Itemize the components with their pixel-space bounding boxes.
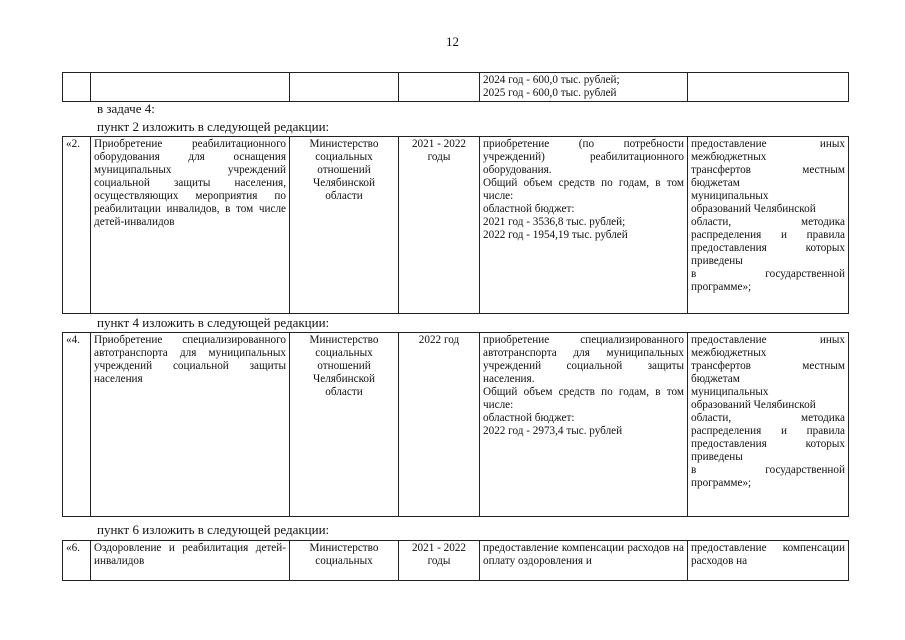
cell-mechanism (688, 137, 849, 314)
cell-description: предоставление компенсации расходов на оплату оздоровления и (480, 541, 688, 581)
budget-label: областной бюджет: (483, 412, 575, 424)
table-row (63, 541, 849, 581)
heading-point-2: пункт 2 изложить в следующей редакции: (97, 119, 330, 134)
budget-label: областной бюджет: (483, 203, 575, 215)
mechanism-line: области, методика (691, 412, 845, 424)
mechanism-line: муниципальных (691, 386, 769, 398)
funds-line: 2022 год - 2973,4 тыс. рублей (483, 425, 623, 437)
cell-num: «6. (63, 541, 91, 581)
cell-num (63, 73, 91, 102)
page-number: 12 (446, 34, 459, 49)
heading-point-6: пункт 6 изложить в следующей редакции: (97, 522, 330, 537)
description-text: приобретение (по потребности учреждений) реабилитационного оборудования. (483, 138, 684, 176)
mechanism-line: предоставление иных (691, 138, 845, 150)
cell-name: Оздоровление и реабилитация детей-инвалидов (91, 541, 290, 581)
mechanism-line: образований Челябинской (691, 399, 816, 411)
executor-line: области (325, 190, 363, 202)
table-point-2 (62, 136, 849, 314)
cell-mechanism (688, 73, 849, 102)
mechanism-line: трансфертов местным (691, 360, 845, 372)
cell-name: Приобретение специализированного автотранспорта для муниципальных учреждений социальной защиты населения (91, 333, 290, 517)
mechanism-line: программе»; (691, 281, 752, 293)
table-row (63, 73, 849, 102)
mechanism-line: межбюджетных (691, 347, 767, 359)
funds-intro: Общий объем средств по годам, в том числе: (483, 386, 684, 411)
executor-line: отношений (317, 360, 371, 372)
mechanism-line: предоставления которых (691, 438, 845, 450)
table-row (63, 137, 849, 314)
executor-line: отношений (317, 164, 371, 176)
funds-line: 2024 год - 600,0 тыс. рублей; (483, 74, 620, 86)
cell-executor (290, 137, 399, 314)
cell-description (480, 137, 688, 314)
cell-executor (290, 333, 399, 517)
mechanism-line: распределения и правила (691, 229, 845, 241)
mechanism-line: трансфертов местным (691, 164, 845, 176)
mechanism-line: приведены (691, 451, 743, 463)
mechanism-line: межбюджетных (691, 151, 767, 163)
executor-line: области (325, 386, 363, 398)
cell-period: 2021 - 2022 годы (399, 541, 480, 581)
cell-num: «4. (63, 333, 91, 517)
mechanism-line: предоставления которых (691, 242, 845, 254)
cell-num: «2. (63, 137, 91, 314)
mechanism-line: бюджетам (691, 373, 740, 385)
cell-executor (290, 541, 399, 581)
executor-line: Министерство (309, 334, 379, 346)
heading-task: в задаче 4: (97, 101, 155, 116)
cell-name: Приобретение реабилитационного оборудования для оснащения муниципальных учреждений социальной защиты населения, осуществляющих мероприятия по реабилитации инвалидов, в том числе детей-инвалидов (91, 137, 290, 314)
funds-line: 2025 год - 600,0 тыс. рублей (483, 87, 617, 99)
mechanism-line: образований Челябинской (691, 203, 816, 215)
cell-mechanism (688, 333, 849, 517)
executor-line: Челябинской (312, 177, 376, 189)
cell-period: 2021 - 2022 годы (399, 137, 480, 314)
funds-intro: Общий объем средств по годам, в том числе: (483, 177, 684, 202)
table-row (63, 333, 849, 517)
mechanism-line: программе»; (691, 477, 752, 489)
table-point-6 (62, 540, 849, 581)
heading-point-4: пункт 4 изложить в следующей редакции: (97, 315, 330, 330)
funds-line: 2021 год - 3536,8 тыс. рублей; (483, 216, 626, 228)
executor-line: Челябинской (312, 373, 376, 385)
funds-line: 2022 год - 1954,19 тыс. рублей (483, 229, 628, 241)
cell-period: 2022 год (399, 333, 480, 517)
executor-line: социальных (315, 151, 373, 163)
executor-line: Министерство (309, 542, 379, 554)
executor-line: социальных (315, 555, 373, 567)
mechanism-line: бюджетам (691, 177, 740, 189)
executor-line: социальных (315, 347, 373, 359)
executor-line: Министерство (309, 138, 379, 150)
mechanism-line: предоставление иных (691, 334, 845, 346)
mechanism-line: приведены (691, 255, 743, 267)
cell-description (480, 73, 688, 102)
description-text: приобретение специализированного автотранспорта для муниципальных учреждений социальной защиты населения. (483, 334, 684, 385)
cell-executor (290, 73, 399, 102)
cell-period (399, 73, 480, 102)
cell-description (480, 333, 688, 517)
mechanism-line: в государственной (691, 268, 845, 280)
mechanism-line: в государственной (691, 464, 845, 476)
cell-mechanism: предоставление компенсации расходов на (688, 541, 849, 581)
table-continuation (62, 72, 849, 102)
mechanism-line: распределения и правила (691, 425, 845, 437)
mechanism-line: области, методика (691, 216, 845, 228)
cell-name (91, 73, 290, 102)
table-point-4 (62, 332, 849, 517)
mechanism-line: муниципальных (691, 190, 769, 202)
